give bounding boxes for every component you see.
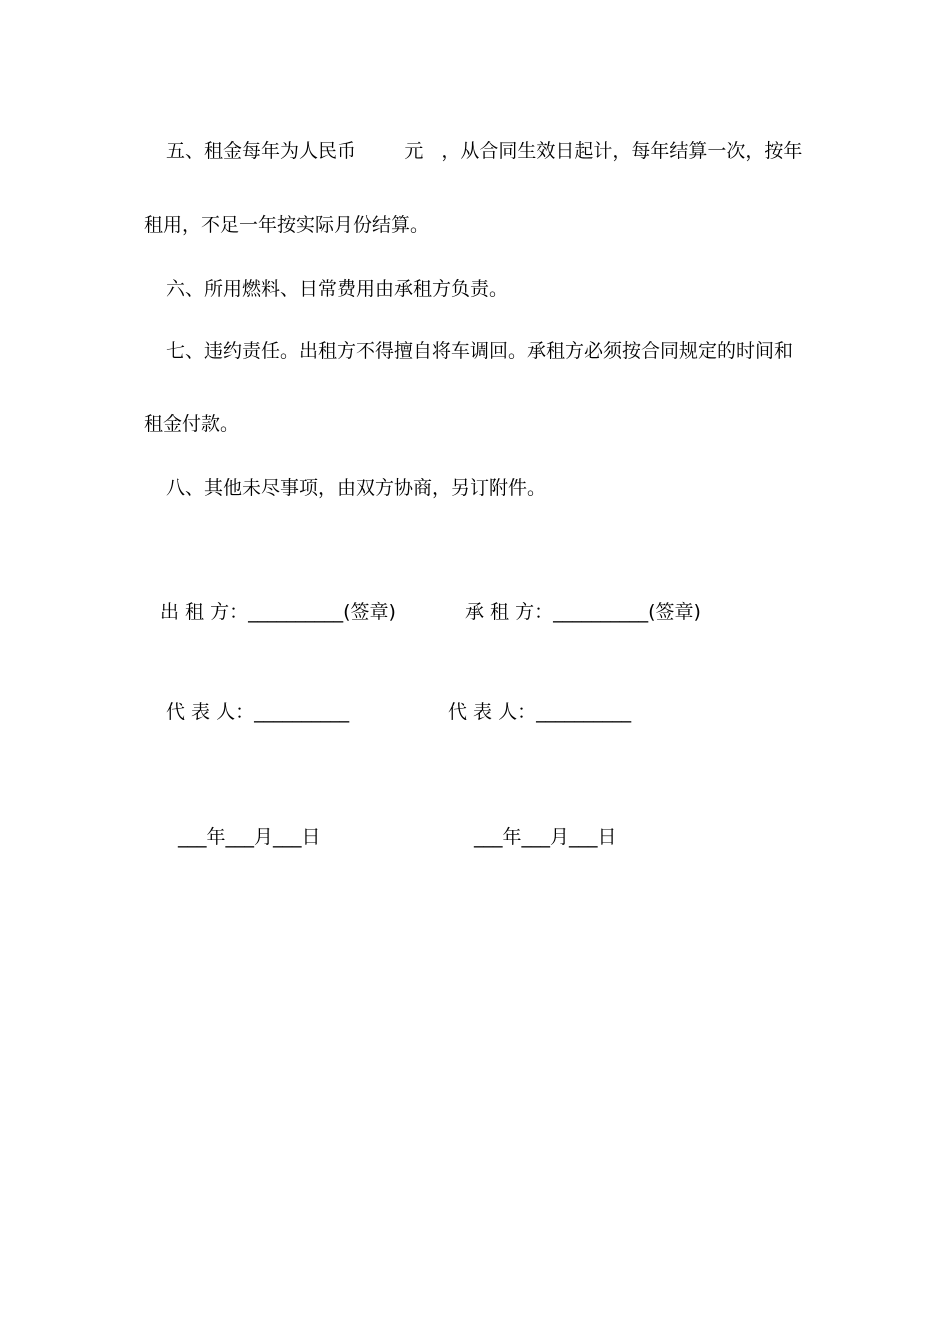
clause-five-line2: 租用，不足一年按实际月份结算。	[144, 214, 430, 236]
lessor-signature-line: 出 租 方：__________(签章)	[160, 601, 396, 623]
clause-eight: 八、其他未尽事项，由双方协商，另订附件。	[166, 477, 547, 499]
clause-seven-line2: 租金付款。	[144, 413, 240, 435]
lessor-representative-line: 代 表 人：__________	[166, 701, 350, 723]
lessee-signature-line: 承 租 方：__________(签章)	[465, 601, 701, 623]
clause-six: 六、所用燃料、日常费用由承租方负责。	[166, 278, 509, 300]
clause-five-line1: 五、租金每年为人民币 元 ，从合同生效日起计，每年结算一次，按年	[166, 140, 803, 162]
lessee-date-line: ___年___月___日	[474, 826, 617, 848]
lessee-representative-line: 代 表 人：__________	[448, 701, 632, 723]
lessor-date-line: ___年___月___日	[178, 826, 321, 848]
clause-seven-line1: 七、违约责任。出租方不得擅自将车调回。承租方必须按合同规定的时间和	[166, 340, 794, 362]
